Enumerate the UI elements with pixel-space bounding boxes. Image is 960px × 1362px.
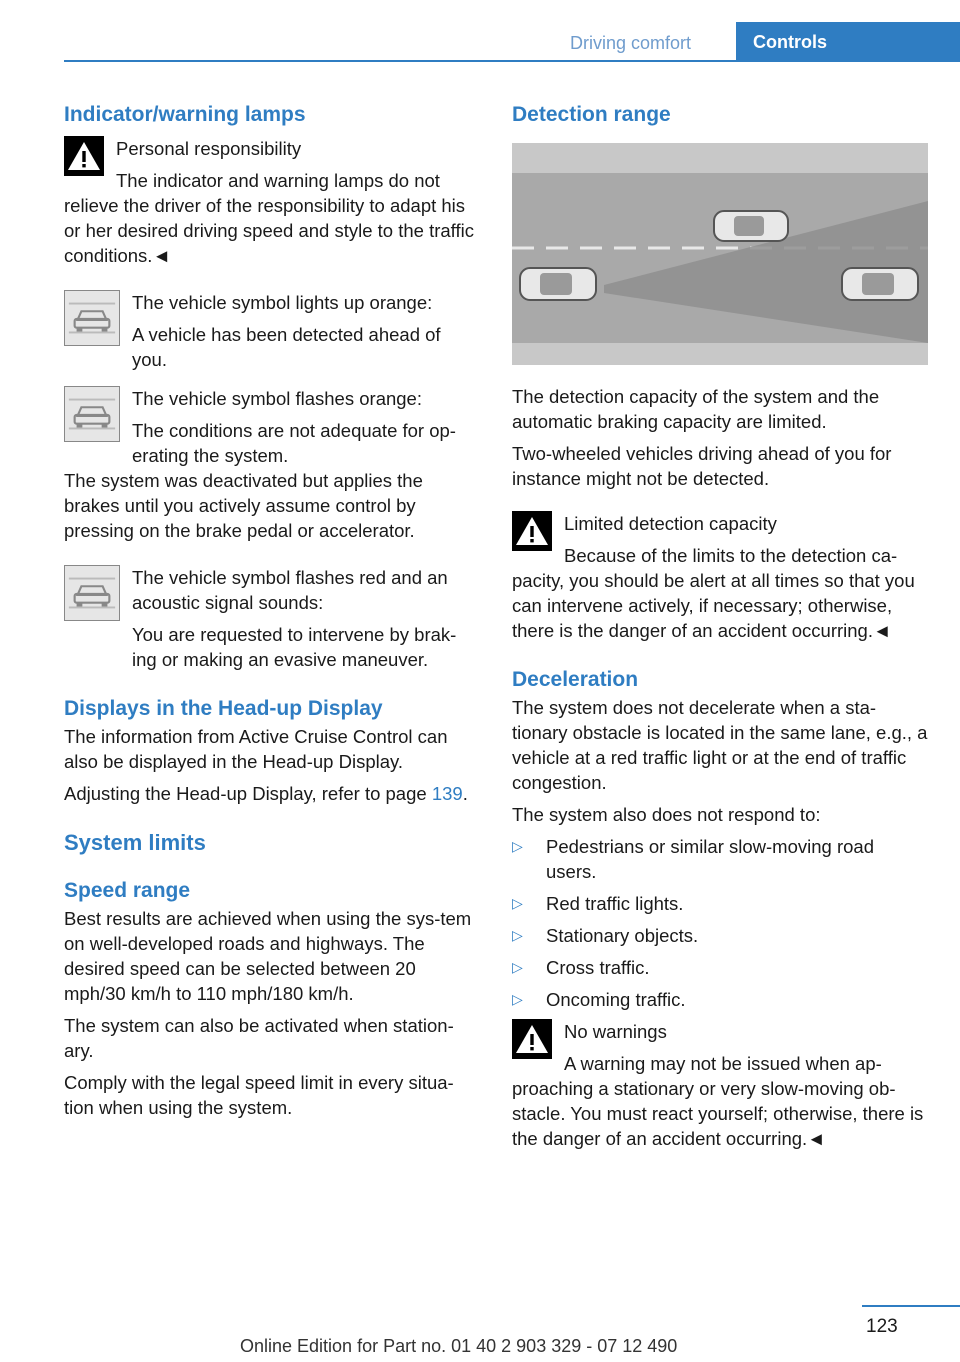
- warning-no-warnings: [512, 1019, 928, 1151]
- lamp-title: The vehicle symbol flashes orange:: [132, 388, 422, 409]
- hud-text: The information from Active Cruise Control can also be displayed in the Head-up Display.: [64, 726, 448, 772]
- page-number: 123: [866, 1316, 898, 1337]
- list-item-text: Cross traffic.: [546, 957, 650, 978]
- list-item: [512, 891, 928, 916]
- heading-hud: Displays in the Head-up Display: [64, 697, 383, 720]
- list-item: [512, 923, 928, 948]
- arrow-bullet-icon: ▷: [512, 895, 523, 911]
- vehicle-symbol-icon: [64, 290, 120, 346]
- standstill-text: The system can also be activated when station-ary.: [64, 1015, 454, 1061]
- list-item: [512, 834, 928, 884]
- car-distant-icon: [842, 268, 918, 300]
- arrow-bullet-icon: ▷: [512, 991, 523, 1007]
- hud-reference: Adjusting the Head-up Display, refer to page 139.: [64, 783, 468, 804]
- heading-indicator-lamps: Indicator/warning lamps: [64, 103, 306, 126]
- lamp-block-orange-lit: [64, 290, 480, 372]
- no-respond-text: The system also does not respond to:: [512, 804, 821, 825]
- list-item: [512, 987, 928, 1012]
- decel-text: The system does not decelerate when a sta-tionary obstacle is located in the same lane, e.g., a vehicle at a red traffic light or at the end of traffic congestion.: [512, 697, 928, 793]
- warning-limited-detection: [512, 511, 928, 643]
- footer-edition: Online Edition for Part no. 01 40 2 903 329 - 07 12 490: [240, 1336, 678, 1356]
- heading-system-limits: System limits: [64, 830, 206, 855]
- arrow-bullet-icon: ▷: [512, 959, 523, 975]
- list-item-text: Oncoming traffic.: [546, 989, 686, 1010]
- detection-range-diagram: [512, 143, 928, 365]
- detect-text-2: Two-wheeled vehicles driving ahead of you for instance might not be detected.: [512, 443, 892, 489]
- car-own-icon: [520, 268, 596, 300]
- left-column: [64, 100, 480, 1127]
- page-number-rule: [862, 1305, 960, 1307]
- detect-text-1: The detection capacity of the system and the automatic braking capacity are limited.: [512, 386, 880, 432]
- speed-text: Best results are achieved when using the sys-tem on well-developed roads and highways. The desired speed can be selected between 20 mph/30 km/h to 110 mph/180 km/h.: [64, 908, 472, 1004]
- no-respond-list: [512, 834, 928, 1012]
- page-link[interactable]: 139: [431, 783, 463, 804]
- heading-detection-range: Detection range: [512, 103, 671, 126]
- lamp-text: The conditions are not adequate for op-erating the system.: [132, 420, 456, 466]
- warning-triangle-icon: [512, 1019, 552, 1059]
- list-item-text: Pedestrians or similar slow-moving road users.: [546, 836, 874, 882]
- warning-personal-responsibility: [64, 136, 480, 268]
- vehicle-symbol-icon: [64, 386, 120, 442]
- warning-triangle-icon: [512, 511, 552, 551]
- vehicle-symbol-icon: [64, 565, 120, 621]
- deactivated-text: The system was deactivated but applies the brakes until you actively assume control by pressing on the brake pedal or accelerator.: [64, 470, 423, 541]
- arrow-bullet-icon: ▷: [512, 927, 523, 943]
- warning-title: No warnings: [564, 1021, 667, 1042]
- comply-text: Comply with the legal speed limit in every situa-tion when using the system.: [64, 1072, 454, 1118]
- warning-title: Personal responsibility: [116, 138, 302, 159]
- heading-speed-range: Speed range: [64, 879, 191, 902]
- lamp-title: The vehicle symbol flashes red and an acoustic signal sounds:: [132, 567, 448, 613]
- car-ahead-icon: [714, 211, 788, 241]
- lamp-block-orange-flash: [64, 386, 480, 468]
- lamp-text: You are requested to intervene by brak-ing or making an evasive maneuver.: [132, 624, 457, 670]
- lamp-block-red-flash: [64, 565, 480, 672]
- warning-text: The indicator and warning lamps do not relieve the driver of the responsibility to adapt his or her desired driving speed and style to the traffic conditions.◄: [64, 170, 474, 266]
- lamp-text: A vehicle has been detected ahead of you.: [132, 324, 441, 370]
- warning-triangle-icon: [64, 136, 104, 176]
- list-item-text: Red traffic lights.: [546, 893, 684, 914]
- arrow-bullet-icon: ▷: [512, 838, 523, 854]
- header-section[interactable]: Driving comfort: [570, 33, 692, 53]
- warning-title: Limited detection capacity: [564, 513, 777, 534]
- right-column: [512, 100, 928, 1158]
- list-item: [512, 955, 928, 980]
- header-tab-controls[interactable]: Controls: [736, 22, 960, 62]
- heading-deceleration: Deceleration: [512, 668, 639, 691]
- hud-ref-text: Adjusting the Head-up Display, refer to page: [64, 783, 427, 804]
- lamp-title: The vehicle symbol lights up orange:: [132, 292, 433, 313]
- warning-text: A warning may not be issued when ap-proaching a stationary or very slow-moving ob-stacle. You must react yourself; otherwise, there is the danger of an accident occurring.◄: [512, 1053, 924, 1149]
- warning-text: Because of the limits to the detection ca-pacity, you should be alert at all times so that you can intervene actively, if necessary; otherwise, there is the danger of an accident occurring.◄: [512, 545, 915, 641]
- list-item-text: Stationary objects.: [546, 925, 699, 946]
